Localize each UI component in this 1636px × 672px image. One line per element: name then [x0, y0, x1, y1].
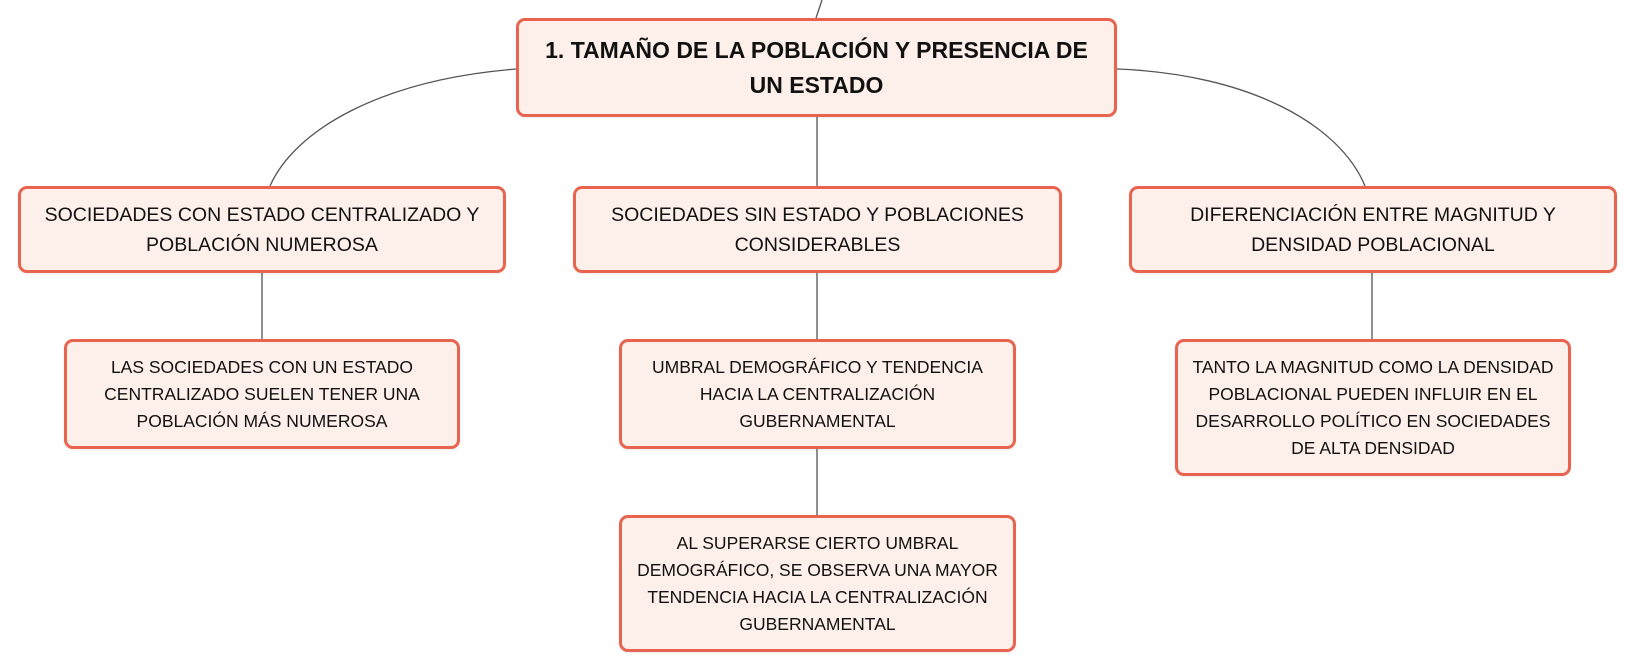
branch-label: SOCIEDADES SIN ESTADO Y POBLACIONES CONSIDERABLES [611, 203, 1024, 256]
branch-node-magnitude-density[interactable] [1129, 186, 1617, 273]
connector-parent-in [816, 0, 822, 18]
subtopic-node-demographic-threshold[interactable] [619, 339, 1016, 449]
branch-node-stateless-societies[interactable] [573, 186, 1062, 273]
branch-node-centralized-state[interactable] [18, 186, 506, 273]
subtopic-node-political-development[interactable] [1175, 339, 1571, 476]
connector-root-to-branch-1 [270, 69, 516, 186]
root-topic-node[interactable] [516, 18, 1117, 117]
subtopic-node-larger-population[interactable] [64, 339, 460, 449]
connector-root-to-branch-3 [1117, 69, 1365, 186]
subtopic-node-threshold-exceeded[interactable] [619, 515, 1016, 652]
subtopic-label: TANTO LA MAGNITUD COMO LA DENSIDAD POBLACIONAL PUEDEN INFLUIR EN EL DESARROLLO POLÍTICO EN SOCIEDADES DE ALTA DENSIDAD [1192, 356, 1554, 458]
subtopic-label: LAS SOCIEDADES CON UN ESTADO CENTRALIZADO SUELEN TENER UNA POBLACIÓN MÁS NUMEROSA [104, 356, 420, 431]
branch-label: DIFERENCIACIÓN ENTRE MAGNITUD Y DENSIDAD POBLACIONAL [1190, 203, 1556, 256]
subtopic-label: AL SUPERARSE CIERTO UMBRAL DEMOGRÁFICO, SE OBSERVA UNA MAYOR TENDENCIA HACIA LA CENTRALIZACIÓN GUBERNAMENTAL [637, 532, 998, 634]
branch-label: SOCIEDADES CON ESTADO CENTRALIZADO Y POBLACIÓN NUMEROSA [44, 203, 480, 256]
subtopic-label: UMBRAL DEMOGRÁFICO Y TENDENCIA HACIA LA CENTRALIZACIÓN GUBERNAMENTAL [652, 356, 983, 431]
root-topic-label: 1. TAMAÑO DE LA POBLACIÓN Y PRESENCIA DE UN ESTADO [545, 36, 1088, 98]
